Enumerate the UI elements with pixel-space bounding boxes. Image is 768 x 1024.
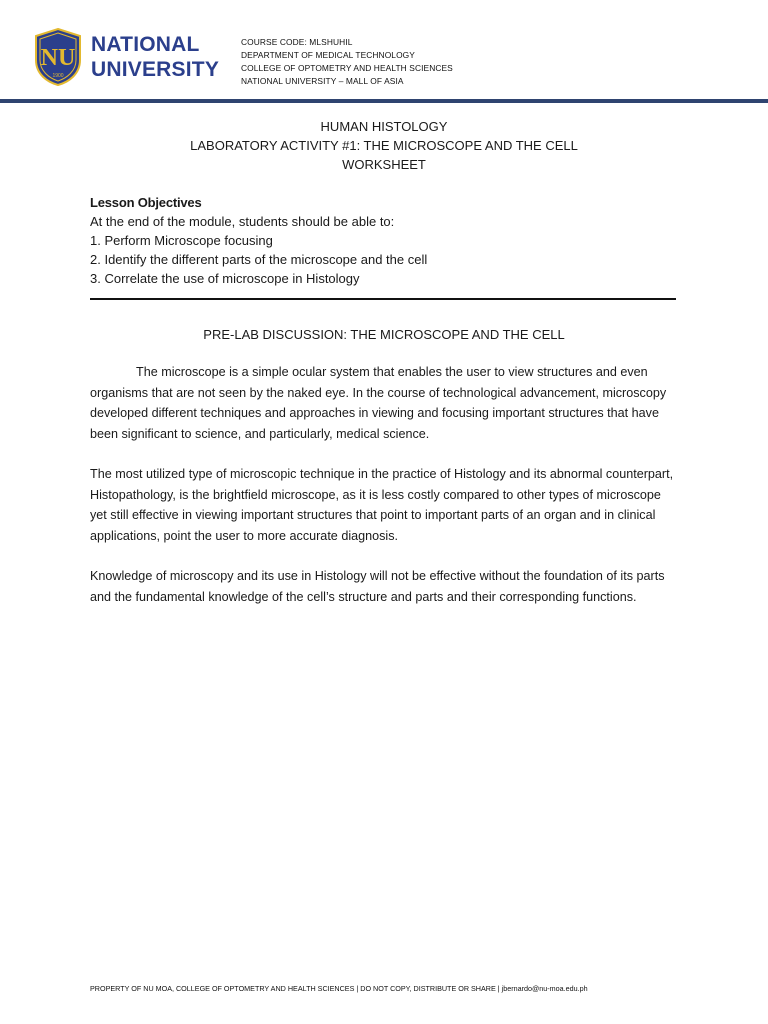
objective-item: 2. Identify the different parts of the microscope and the cell (90, 252, 428, 267)
course-info (241, 36, 453, 88)
logo-line-2: UNIVERSITY (91, 58, 220, 81)
header-divider (0, 99, 768, 103)
prelab-heading: PRE-LAB DISCUSSION: THE MICROSCOPE AND THE CELL (203, 327, 565, 342)
university-seal-icon (33, 28, 83, 86)
university-name (91, 32, 219, 82)
objectives-intro: At the end of the module, students should be able to: (90, 214, 395, 229)
campus: NATIONAL UNIVERSITY – MALL OF ASIA (241, 76, 404, 86)
objective-item: 3. Correlate the use of microscope in Histology (90, 271, 360, 286)
footer-notice: PROPERTY OF NU MOA, COLLEGE OF OPTOMETRY AND HEALTH SCIENCES | DO NOT COPY, DISTRIBUTE OR SHARE | jbernardo@nu-moa.edu.ph (90, 984, 588, 993)
svg-text:NU: NU (40, 45, 76, 71)
activity-title: LABORATORY ACTIVITY #1: THE MICROSCOPE AND THE CELL (190, 138, 578, 153)
section-divider (90, 298, 676, 300)
seal-year: 1900 (52, 73, 64, 79)
prelab-paragraph-3: Knowledge of microscopy and its use in Histology will not be effective without the foundation of its parts and the fundamental knowledge of the cell’s structure and parts and their corresponding functions. (90, 569, 665, 604)
logo-line-1: NATIONAL (91, 33, 200, 56)
document-titles (0, 117, 768, 174)
lesson-objectives (90, 193, 680, 288)
course-code: COURSE CODE: MLSHUHIL (241, 37, 353, 47)
page-header (0, 0, 768, 100)
prelab-paragraph-1: The microscope is a simple ocular system that enables the user to view structures and even organisms that are not seen by the naked eye. In the course of technological advancement, microscopy developed different techniques and approaches in viewing and focusing important structures that have been significant to science, and particularly, medical science. (90, 365, 667, 441)
objective-item: 1. Perform Microscope focusing (90, 233, 273, 248)
prelab-paragraph-2: The most utilized type of microscopic technique in the practice of Histology and its abnormal counterpart, Histopathology, is the brightfield microscope, as it is less costly compared to other types of microscope yet still effective in viewing important structures that point to important parts of an organ and in clinical applications, point the user to more accurate diagnosis. (90, 467, 674, 543)
objectives-heading: Lesson Objectives (90, 195, 202, 210)
course-title: HUMAN HISTOLOGY (320, 119, 448, 134)
department: DEPARTMENT OF MEDICAL TECHNOLOGY (241, 50, 415, 60)
university-logo (33, 28, 219, 86)
worksheet-title: WORKSHEET (342, 157, 426, 172)
college: COLLEGE OF OPTOMETRY AND HEALTH SCIENCES (241, 63, 453, 73)
